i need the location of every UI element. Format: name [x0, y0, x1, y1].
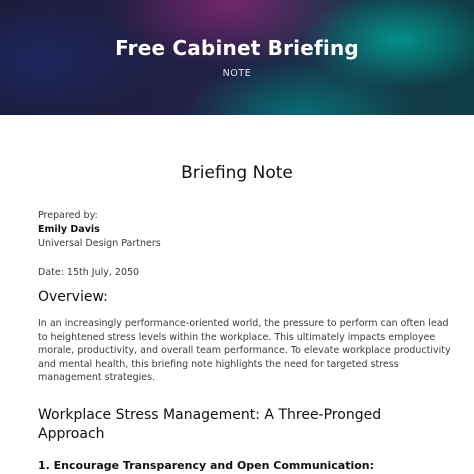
banner-title: Free Cabinet Briefing [115, 36, 359, 60]
subsection-heading: 1. Encourage Transparency and Open Communication: [38, 459, 375, 472]
overview-paragraph [38, 317, 451, 385]
organization-name: Universal Design Partners [38, 238, 161, 249]
section-heading-line: Approach [38, 426, 105, 442]
header-banner [0, 0, 474, 115]
overview-line: morale, productivity, and overall team performance. To elevate workplace productivity [38, 345, 451, 356]
document-date: Date: 15th July, 2050 [38, 267, 140, 278]
section-heading-line: Workplace Stress Management: A Three-Pronged [38, 407, 382, 423]
document-title: Briefing Note [181, 163, 293, 183]
overview-line: management strategies. [38, 372, 156, 383]
prepared-by-label: Prepared by: [38, 210, 98, 221]
banner-subtitle: NOTE [222, 68, 252, 79]
overview-line: to heightened stress levels within the workplace. This ultimately impacts employee [38, 331, 436, 343]
overview-line: In an increasingly performance-oriented world, the pressure to perform can often lead [38, 318, 449, 329]
overview-heading: Overview: [38, 289, 108, 305]
document-page [0, 115, 474, 474]
author-name: Emily Davis [38, 224, 100, 235]
overview-line: and mental health, this briefing note highlights the need for targeted stress [38, 358, 399, 370]
